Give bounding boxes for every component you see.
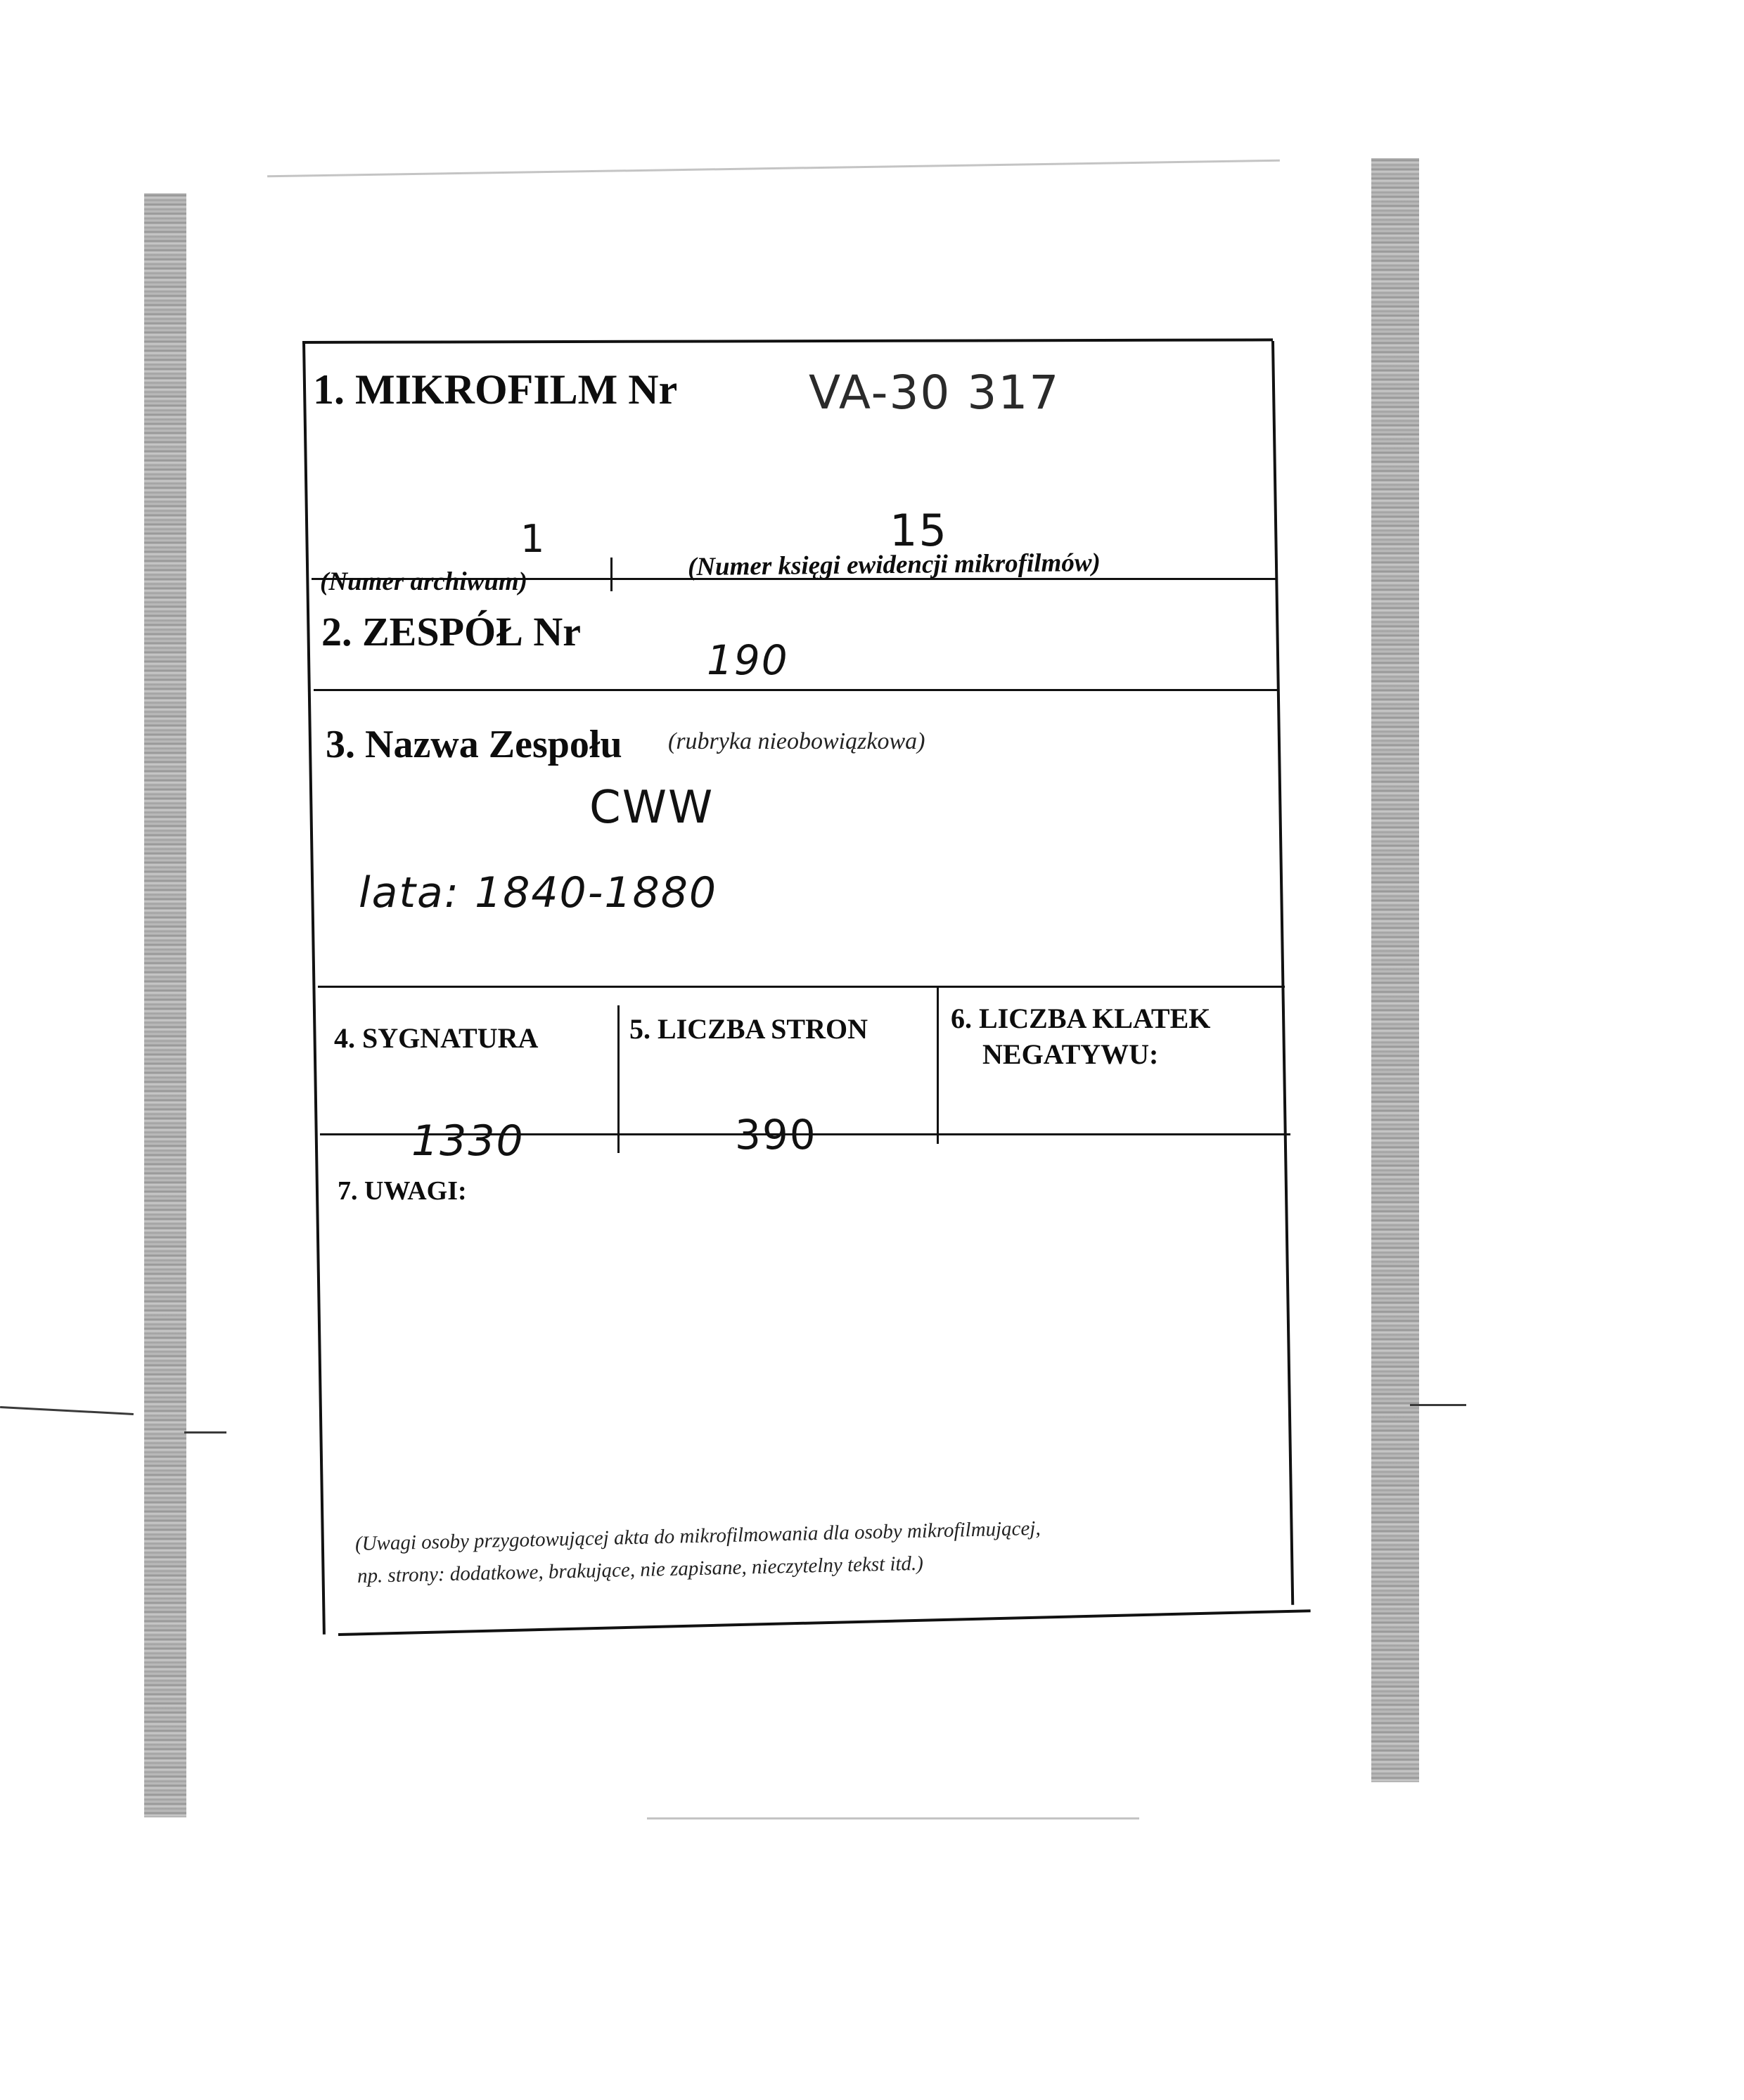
frame-right [1271,341,1294,1605]
archive-separator [610,558,613,591]
field6-label-cont: NEGATYWU: [982,1038,1159,1070]
register-number: 15 [890,505,948,556]
col-divider-4-5 [617,1005,620,1153]
divider-3 [318,986,1285,988]
field7-footnote-1: (Uwagi osoby przygotowującej akta do mikrofilmowania dla osoby mikrofilmującej, [354,1516,1041,1555]
archive-label: (Numer archiwum) [320,567,528,596]
field3-label: 3. Nazwa Zespołu [326,723,622,766]
field5-value: 390 [735,1111,817,1159]
field2-label: 2. ZESPÓŁ Nr [321,609,581,655]
field1-value: VA-30 317 [809,366,1060,420]
col-divider-5-6 [937,988,939,1144]
register-label: (Numer księgi ewidencji mikrofilmów) [687,548,1101,582]
frame-bottom [338,1609,1311,1636]
field5-label: 5. LICZBA STRON [629,1013,868,1045]
field3-note: (rubryka nieobowiązkowa) [668,728,925,754]
field3-value-dates: lata: 1840-1880 [359,868,718,917]
archive-number: 1 [520,517,546,561]
field6-label: 6. LICZBA KLATEK [951,1003,1211,1034]
field2-value: 190 [707,636,789,684]
field7-label: 7. UWAGI: [338,1176,467,1206]
field1-label: 1. MIKROFILM Nr [313,366,678,413]
frame-top [302,338,1273,344]
field4-value: 1330 [411,1116,525,1166]
field4-label: 4. SYGNATURA [334,1022,539,1054]
divider-2 [314,689,1279,691]
field7-footnote-2: np. strony: dodatkowe, brakujące, nie zapisane, nieczytelny tekst itd.) [357,1552,924,1587]
field3-value-name: CWW [589,782,714,834]
